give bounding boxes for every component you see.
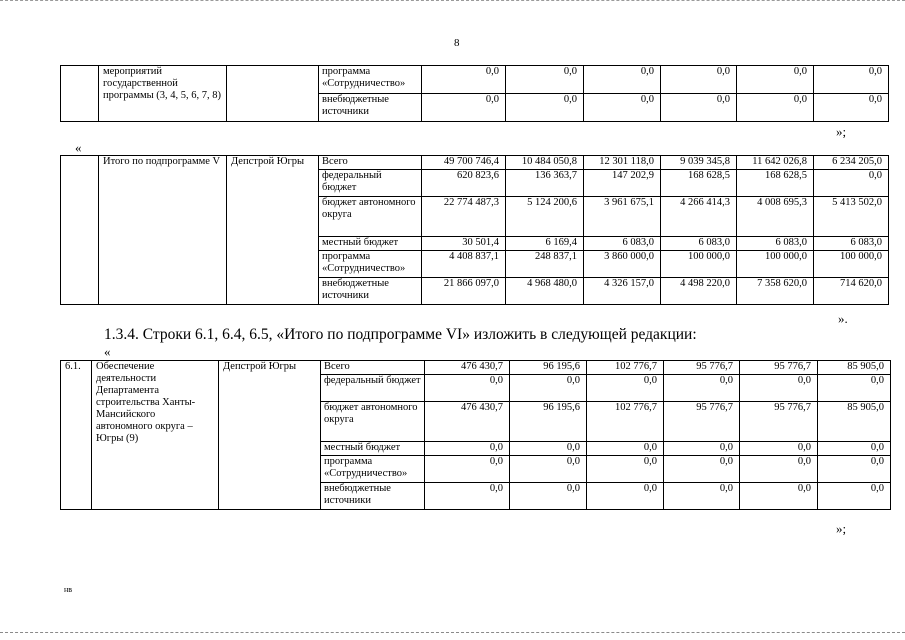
value-cell: 0,0 [737,94,814,122]
value-cell: 7 358 620,0 [737,278,814,305]
table-row [61,156,889,170]
value-cell: 476 430,7 [425,361,510,375]
value-cell: 95 776,7 [664,402,740,442]
value-cell: 0,0 [425,483,510,510]
scan-bottom-edge [0,632,905,633]
value-cell: 0,0 [664,375,740,402]
footer-initials: нв [64,585,73,594]
value-cell: 22 774 487,3 [422,197,506,237]
value-cell: 6 083,0 [737,237,814,251]
value-cell: 0,0 [814,66,889,94]
paragraph-text: 1.3.4. Строки 6.1, 6.4, 6.5, «Итого по подпрограмме VI» изложить в следующей редакции: [104,326,697,343]
value-cell: 11 642 026,8 [737,156,814,170]
executor-cell [227,66,319,122]
opening-quote: « [75,140,82,155]
funding-source-cell: федеральный бюджет [319,170,422,197]
value-cell: 0,0 [664,456,740,483]
value-cell: 0,0 [661,94,737,122]
value-cell: 0,0 [506,94,584,122]
funding-source-cell: бюджет автономного округа [319,197,422,237]
value-cell: 0,0 [740,483,818,510]
value-cell: 95 776,7 [740,361,818,375]
value-cell: 0,0 [587,483,664,510]
executor-cell: Депстрой Югры [227,156,319,305]
closing-quote: ». [838,311,848,326]
value-cell: 85 905,0 [818,402,891,442]
table-row-6-1 [60,360,891,510]
value-cell: 95 776,7 [740,402,818,442]
value-cell: 168 628,5 [737,170,814,197]
value-cell: 0,0 [664,442,740,456]
value-cell: 3 860 000,0 [584,251,661,278]
value-cell: 0,0 [506,66,584,94]
value-cell: 0,0 [584,66,661,94]
closing-quote: »; [836,124,847,139]
value-cell: 0,0 [587,456,664,483]
funding-source-cell: программа «Сотрудничество» [321,456,425,483]
funding-source-cell: внебюджетные источники [319,94,422,122]
value-cell: 0,0 [425,442,510,456]
funding-source-cell: внебюджетные источники [319,278,422,305]
value-cell: 0,0 [584,94,661,122]
value-cell: 168 628,5 [661,170,737,197]
funding-source-cell: федеральный бюджет [321,375,425,402]
value-cell: 6 083,0 [814,237,889,251]
value-cell: 5 413 502,0 [814,197,889,237]
funding-source-cell: бюджет автономного округа [321,402,425,442]
value-cell: 12 301 118,0 [584,156,661,170]
page-number: 8 [454,37,460,49]
value-cell: 4 968 480,0 [506,278,584,305]
value-cell: 0,0 [737,66,814,94]
value-cell: 4 266 414,3 [661,197,737,237]
value-cell: 6 169,4 [506,237,584,251]
value-cell: 6 083,0 [584,237,661,251]
funding-source-cell: программа «Сотрудничество» [319,251,422,278]
row-number-cell [61,66,99,122]
value-cell: 0,0 [661,66,737,94]
value-cell: 4 008 695,3 [737,197,814,237]
value-cell: 0,0 [664,483,740,510]
value-cell: 0,0 [587,442,664,456]
value-cell: 0,0 [510,483,587,510]
value-cell: 100 000,0 [814,251,889,278]
value-cell: 0,0 [425,375,510,402]
activity-name-cell: Итого по подпрограмме V [99,156,227,305]
funding-source-cell: программа «Сотрудничество» [319,66,422,94]
funding-source-cell: местный бюджет [319,237,422,251]
value-cell: 147 202,9 [584,170,661,197]
value-cell: 248 837,1 [506,251,584,278]
row-number-cell: 6.1. [61,361,92,510]
value-cell: 0,0 [510,375,587,402]
value-cell: 5 124 200,6 [506,197,584,237]
value-cell: 0,0 [740,442,818,456]
value-cell: 85 905,0 [818,361,891,375]
value-cell: 476 430,7 [425,402,510,442]
value-cell: 96 195,6 [510,402,587,442]
value-cell: 0,0 [740,456,818,483]
scan-top-edge [0,0,905,1]
value-cell: 0,0 [814,94,889,122]
executor-cell: Депстрой Югры [219,361,321,510]
value-cell: 96 195,6 [510,361,587,375]
value-cell: 0,0 [818,375,891,402]
value-cell: 6 234 205,0 [814,156,889,170]
funding-source-cell: Всего [319,156,422,170]
opening-quote: « [104,344,111,359]
value-cell: 10 484 050,8 [506,156,584,170]
value-cell: 3 961 675,1 [584,197,661,237]
value-cell: 100 000,0 [737,251,814,278]
activity-name-cell: мероприятий государственной программы (3, 4, 5, 6, 7, 8) [99,66,227,122]
value-cell: 30 501,4 [422,237,506,251]
activity-name-cell: Обеспечение деятельности Департамента строительства Ханты-Мансийского автономного округа – Югры (9) [92,361,219,510]
value-cell: 4 408 837,1 [422,251,506,278]
value-cell: 6 083,0 [661,237,737,251]
value-cell: 49 700 746,4 [422,156,506,170]
table-subprogram-total [60,155,889,305]
funding-source-cell: местный бюджет [321,442,425,456]
value-cell: 0,0 [510,442,587,456]
value-cell: 0,0 [422,66,506,94]
value-cell: 0,0 [425,456,510,483]
value-cell: 100 000,0 [661,251,737,278]
table-continuation [60,65,889,122]
closing-quote: »; [836,521,847,536]
value-cell: 95 776,7 [664,361,740,375]
value-cell: 9 039 345,8 [661,156,737,170]
funding-source-cell: внебюджетные источники [321,483,425,510]
table-row [61,361,891,375]
value-cell: 102 776,7 [587,402,664,442]
value-cell: 714 620,0 [814,278,889,305]
value-cell: 0,0 [818,456,891,483]
funding-source-cell: Всего [321,361,425,375]
value-cell: 0,0 [814,170,889,197]
value-cell: 136 363,7 [506,170,584,197]
row-number-cell [61,156,99,305]
value-cell: 0,0 [587,375,664,402]
value-cell: 21 866 097,0 [422,278,506,305]
value-cell: 0,0 [818,442,891,456]
value-cell: 0,0 [422,94,506,122]
value-cell: 4 326 157,0 [584,278,661,305]
value-cell: 0,0 [740,375,818,402]
value-cell: 102 776,7 [587,361,664,375]
value-cell: 620 823,6 [422,170,506,197]
value-cell: 0,0 [818,483,891,510]
table-row [61,66,889,94]
value-cell: 4 498 220,0 [661,278,737,305]
value-cell: 0,0 [510,456,587,483]
